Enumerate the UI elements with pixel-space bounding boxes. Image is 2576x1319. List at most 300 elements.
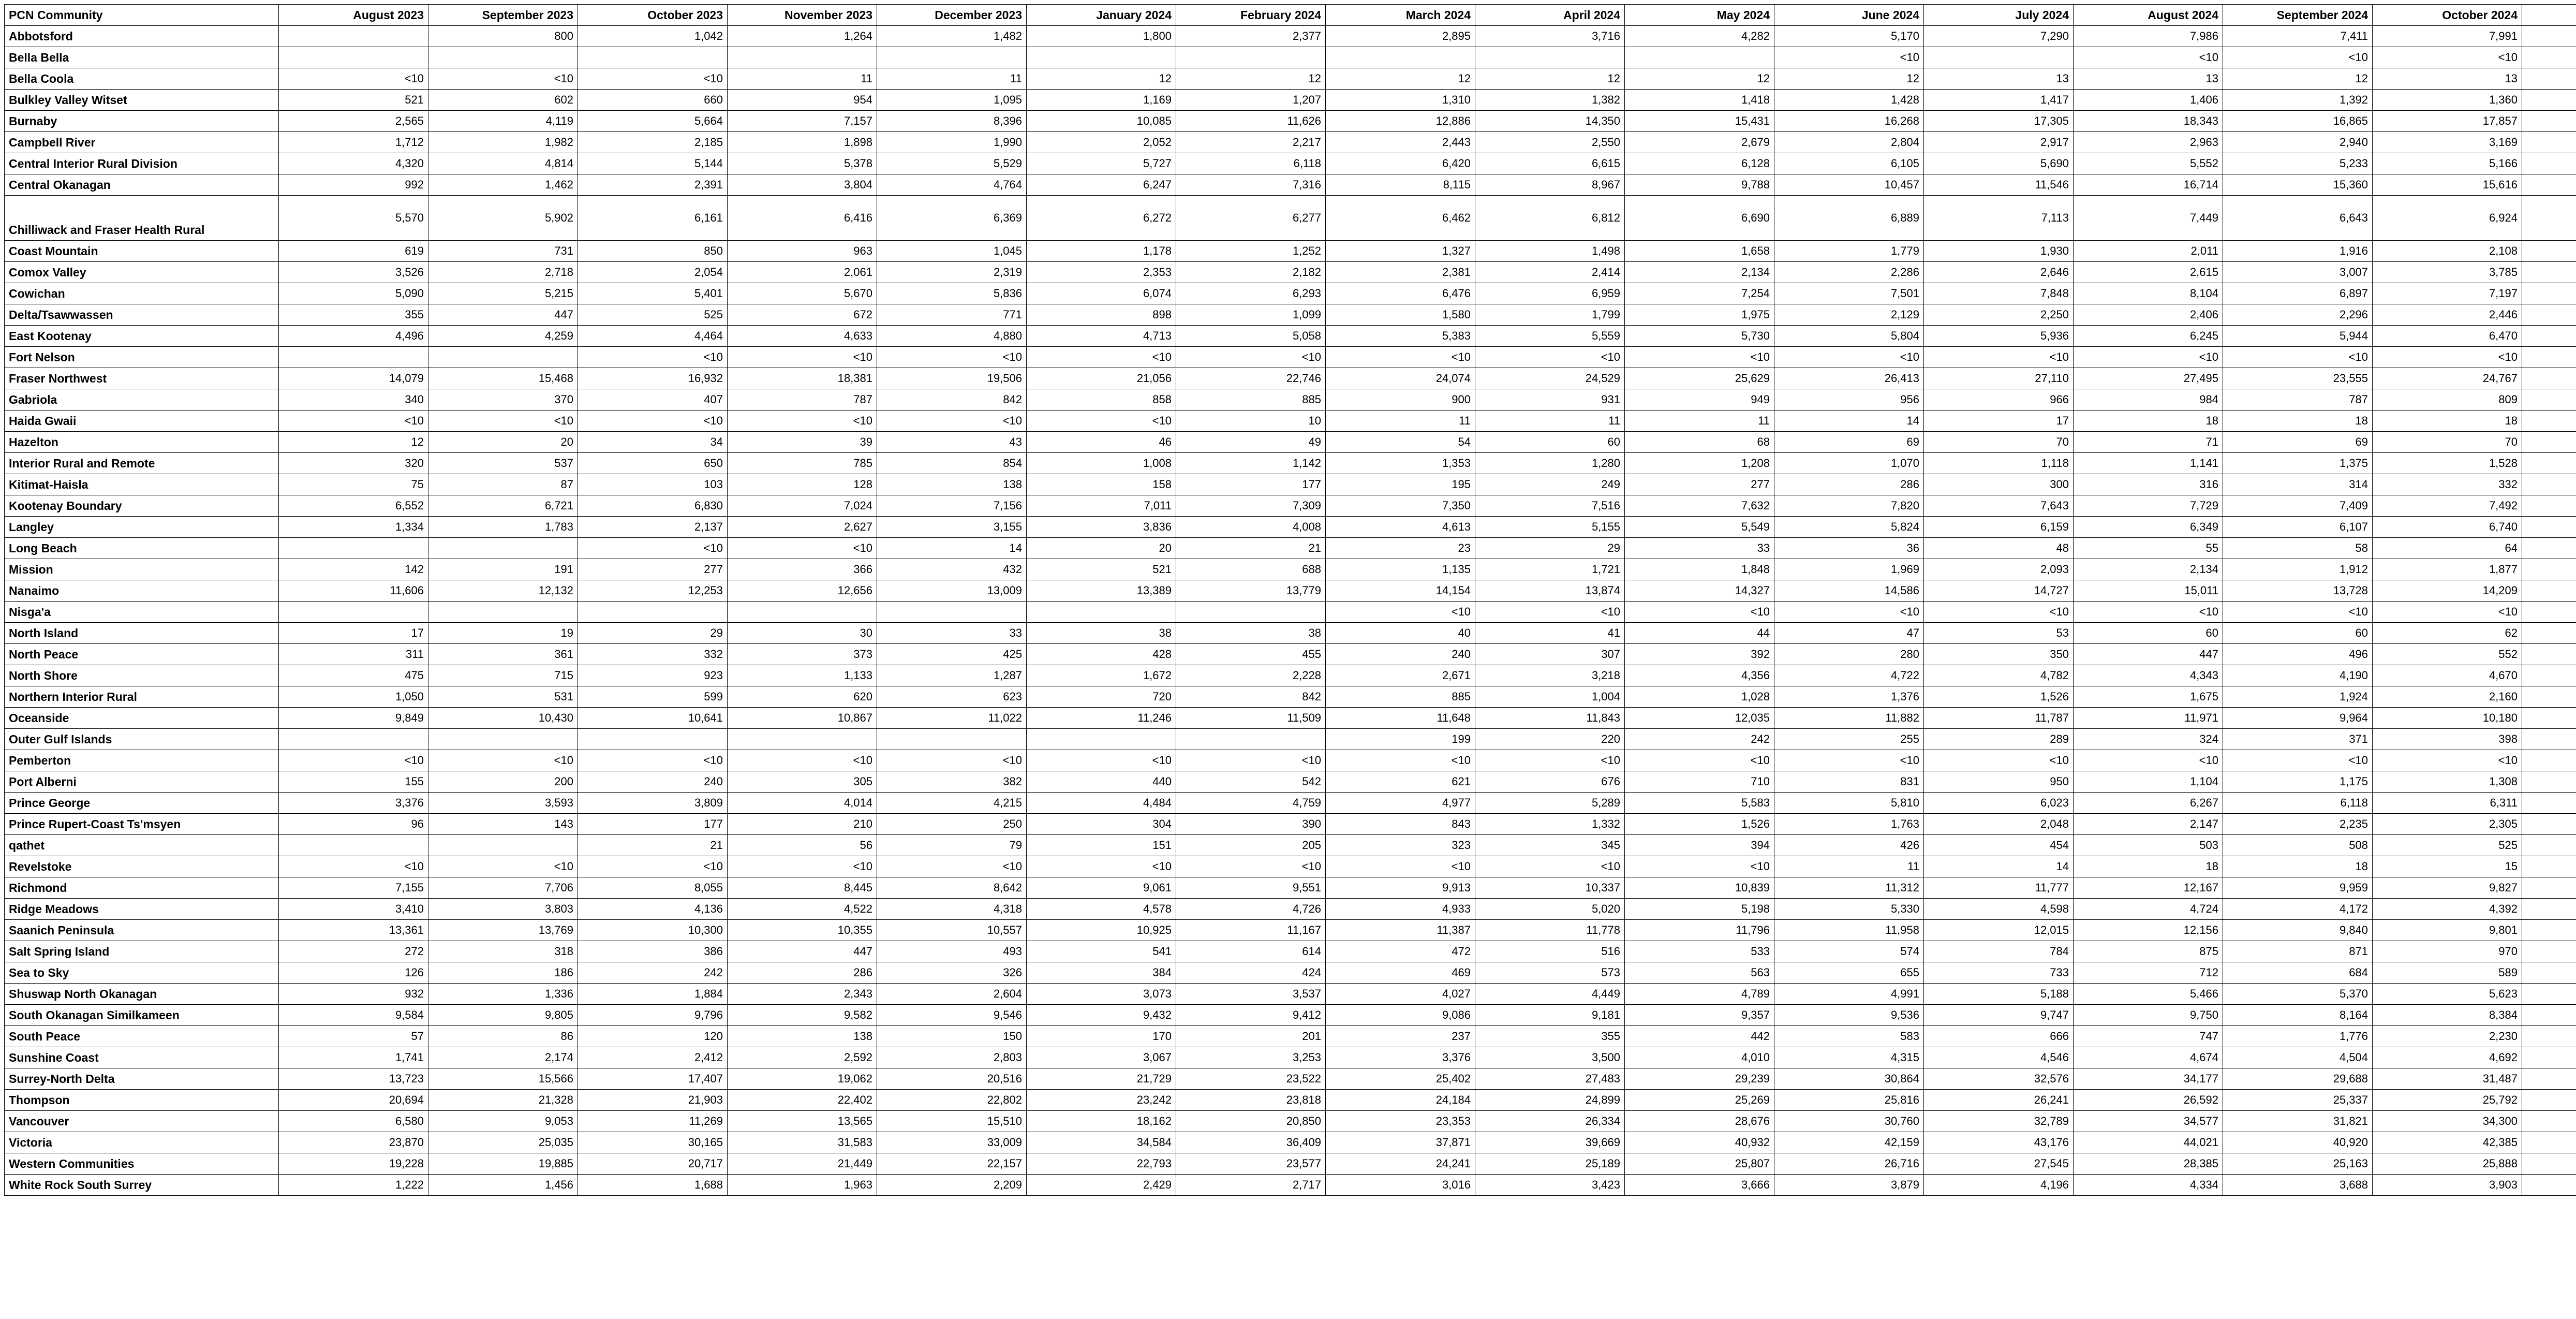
table-cell: 531 bbox=[428, 686, 578, 708]
table-cell: 731 bbox=[428, 241, 578, 262]
table-cell: 2,671 bbox=[1326, 665, 1475, 686]
table-cell: 33,009 bbox=[877, 1132, 1027, 1153]
table-cell: 3,155 bbox=[877, 517, 1027, 538]
table-cell: 13,723 bbox=[279, 1068, 428, 1090]
table-row bbox=[5, 962, 2576, 984]
table-cell: 42,385 bbox=[2373, 1132, 2522, 1153]
table-cell: 340 bbox=[279, 389, 428, 411]
table-cell: 3,423 bbox=[1475, 1175, 1625, 1196]
row-label-community: Haida Gwaii bbox=[5, 411, 279, 432]
table-cell: 27,110 bbox=[1924, 368, 2074, 389]
table-cell: 12,886 bbox=[1326, 111, 1475, 132]
table-cell bbox=[1326, 47, 1475, 68]
table-cell: 1,884 bbox=[578, 984, 728, 1005]
column-header: August 2023 bbox=[279, 5, 428, 26]
table-row bbox=[5, 559, 2576, 580]
table-cell: 38 bbox=[1176, 623, 1326, 644]
table-row bbox=[5, 708, 2576, 729]
table-cell: 7,197 bbox=[2373, 283, 2522, 304]
table-cell: 1,741 bbox=[279, 1047, 428, 1068]
table-cell: 323 bbox=[1326, 835, 1475, 856]
row-label-community: Hazelton bbox=[5, 432, 279, 453]
table-cell: <10 bbox=[1924, 347, 2074, 368]
table-cell: 9,546 bbox=[877, 1005, 1027, 1026]
table-cell: 324 bbox=[2074, 729, 2223, 750]
table-cell: 34,584 bbox=[1027, 1132, 1176, 1153]
table-cell: 970 bbox=[2373, 941, 2522, 962]
table-cell: 75 bbox=[279, 474, 428, 495]
table-cell bbox=[2522, 877, 2576, 899]
table-cell: 787 bbox=[728, 389, 877, 411]
table-cell: 7,632 bbox=[1625, 495, 1774, 517]
table-cell: 86 bbox=[428, 1026, 578, 1047]
table-cell: 11 bbox=[1774, 856, 1924, 877]
table-cell: 31,821 bbox=[2223, 1111, 2373, 1132]
table-cell: <10 bbox=[1625, 856, 1774, 877]
table-cell: 5,549 bbox=[1625, 517, 1774, 538]
table-cell: 785 bbox=[728, 453, 877, 474]
table-cell: 954 bbox=[728, 90, 877, 111]
table-cell: 5,836 bbox=[877, 283, 1027, 304]
table-row bbox=[5, 771, 2576, 793]
table-cell: 4,674 bbox=[2074, 1047, 2223, 1068]
table-cell: 2,147 bbox=[2074, 814, 2223, 835]
table-cell: 6,023 bbox=[1924, 793, 2074, 814]
table-cell: 26,716 bbox=[1774, 1153, 1924, 1175]
table-cell bbox=[2522, 111, 2576, 132]
table-cell: <10 bbox=[728, 856, 877, 877]
table-cell: 4,356 bbox=[1625, 665, 1774, 686]
table-cell: 6,889 bbox=[1774, 196, 1924, 241]
table-cell: 1,169 bbox=[1027, 90, 1176, 111]
table-cell bbox=[2522, 941, 2576, 962]
table-cell: 2,646 bbox=[1924, 262, 2074, 283]
table-cell: 4,782 bbox=[1924, 665, 2074, 686]
table-cell: 25,337 bbox=[2223, 1090, 2373, 1111]
table-cell: 614 bbox=[1176, 941, 1326, 962]
table-cell: 305 bbox=[728, 771, 877, 793]
table-cell: 9,432 bbox=[1027, 1005, 1176, 1026]
table-cell: 4,933 bbox=[1326, 899, 1475, 920]
table-cell: 30,760 bbox=[1774, 1111, 1924, 1132]
table-cell: 2,717 bbox=[1176, 1175, 1326, 1196]
table-cell: 96 bbox=[279, 814, 428, 835]
table-cell: 277 bbox=[578, 559, 728, 580]
table-cell: 447 bbox=[728, 941, 877, 962]
table-cell bbox=[2522, 68, 2576, 90]
table-row bbox=[5, 1026, 2576, 1047]
row-label-community: Prince Rupert-Coast Ts'msyen bbox=[5, 814, 279, 835]
table-cell: 521 bbox=[279, 90, 428, 111]
table-cell: 205 bbox=[1176, 835, 1326, 856]
table-cell: 493 bbox=[877, 941, 1027, 962]
table-cell: 2,414 bbox=[1475, 262, 1625, 283]
table-cell: 871 bbox=[2223, 941, 2373, 962]
table-cell: 18 bbox=[2373, 411, 2522, 432]
table-cell: 58 bbox=[2223, 538, 2373, 559]
table-cell: 10 bbox=[1176, 411, 1326, 432]
table-cell: 2,940 bbox=[2223, 132, 2373, 153]
table-cell: 2,185 bbox=[578, 132, 728, 153]
table-cell: 2,443 bbox=[1326, 132, 1475, 153]
table-cell: 898 bbox=[1027, 304, 1176, 326]
table-cell: 1,045 bbox=[877, 241, 1027, 262]
table-cell: 15,616 bbox=[2373, 174, 2522, 196]
table-cell: 5,166 bbox=[2373, 153, 2522, 174]
row-label-community: Revelstoke bbox=[5, 856, 279, 877]
table-cell bbox=[2522, 1153, 2576, 1175]
table-cell: 6,161 bbox=[578, 196, 728, 241]
table-cell: 2,054 bbox=[578, 262, 728, 283]
table-row bbox=[5, 47, 2576, 68]
table-cell: 6,311 bbox=[2373, 793, 2522, 814]
table-cell: 15,510 bbox=[877, 1111, 1027, 1132]
table-cell: 710 bbox=[1625, 771, 1774, 793]
table-cell: 4,759 bbox=[1176, 793, 1326, 814]
table-cell: 29 bbox=[578, 623, 728, 644]
table-cell bbox=[2522, 814, 2576, 835]
table-cell: 2,353 bbox=[1027, 262, 1176, 283]
table-cell bbox=[2522, 1111, 2576, 1132]
table-row bbox=[5, 1153, 2576, 1175]
table-cell: 39,669 bbox=[1475, 1132, 1625, 1153]
table-cell: 1,675 bbox=[2074, 686, 2223, 708]
row-label-community: Nanaimo bbox=[5, 580, 279, 602]
table-cell: 2,412 bbox=[578, 1047, 728, 1068]
table-cell: 1,252 bbox=[1176, 241, 1326, 262]
table-cell: 1,050 bbox=[279, 686, 428, 708]
table-cell: 809 bbox=[2373, 389, 2522, 411]
table-cell: 13,769 bbox=[428, 920, 578, 941]
table-cell: <10 bbox=[578, 538, 728, 559]
table-cell: 574 bbox=[1774, 941, 1924, 962]
table-cell: 15 bbox=[2373, 856, 2522, 877]
table-cell: 13,389 bbox=[1027, 580, 1176, 602]
table-cell: 2,134 bbox=[2074, 559, 2223, 580]
table-cell bbox=[728, 47, 877, 68]
table-cell: 3,537 bbox=[1176, 984, 1326, 1005]
table-cell: <10 bbox=[1027, 750, 1176, 771]
table-cell: 29,688 bbox=[2223, 1068, 2373, 1090]
table-cell: 407 bbox=[578, 389, 728, 411]
table-cell: 4,190 bbox=[2223, 665, 2373, 686]
table-cell: 29 bbox=[1475, 538, 1625, 559]
table-cell: 4,392 bbox=[2373, 899, 2522, 920]
table-cell: 36 bbox=[1774, 538, 1924, 559]
table-cell: 16,932 bbox=[578, 368, 728, 389]
table-cell: 7,411 bbox=[2223, 26, 2373, 47]
table-cell: 15,566 bbox=[428, 1068, 578, 1090]
table-cell: 332 bbox=[578, 644, 728, 665]
table-cell: 10,457 bbox=[1774, 174, 1924, 196]
table-cell: 949 bbox=[1625, 389, 1774, 411]
table-cell: 950 bbox=[1924, 771, 2074, 793]
table-cell: 2,679 bbox=[1625, 132, 1774, 153]
table-cell: 11,312 bbox=[1774, 877, 1924, 899]
table-cell: 2,250 bbox=[1924, 304, 2074, 326]
table-cell: 885 bbox=[1176, 389, 1326, 411]
table-row bbox=[5, 111, 2576, 132]
row-label-community: Port Alberni bbox=[5, 771, 279, 793]
table-cell: 858 bbox=[1027, 389, 1176, 411]
table-cell: 6,615 bbox=[1475, 153, 1625, 174]
table-cell: 14,209 bbox=[2373, 580, 2522, 602]
table-cell: 1,287 bbox=[877, 665, 1027, 686]
table-cell: 4,789 bbox=[1625, 984, 1774, 1005]
table-cell: 6,690 bbox=[1625, 196, 1774, 241]
table-cell: 56 bbox=[728, 835, 877, 856]
table-cell: 286 bbox=[728, 962, 877, 984]
table-cell: 13,874 bbox=[1475, 580, 1625, 602]
table-cell: 3,500 bbox=[1475, 1047, 1625, 1068]
table-cell bbox=[279, 602, 428, 623]
table-cell: 21,729 bbox=[1027, 1068, 1176, 1090]
table-cell: 1,462 bbox=[428, 174, 578, 196]
table-cell: 12 bbox=[2223, 68, 2373, 90]
table-cell bbox=[2522, 856, 2576, 877]
table-cell: 831 bbox=[1774, 771, 1924, 793]
table-cell bbox=[2522, 1068, 2576, 1090]
table-row bbox=[5, 495, 2576, 517]
table-cell: 70 bbox=[2373, 432, 2522, 453]
table-cell: 31,487 bbox=[2373, 1068, 2522, 1090]
table-cell: 1,382 bbox=[1475, 90, 1625, 111]
table-cell: 11 bbox=[1625, 411, 1774, 432]
table-cell: 13,361 bbox=[279, 920, 428, 941]
table-cell: 9,357 bbox=[1625, 1005, 1774, 1026]
row-label-community: Bella Bella bbox=[5, 47, 279, 68]
table-cell: 42,159 bbox=[1774, 1132, 1924, 1153]
table-cell: <10 bbox=[1176, 347, 1326, 368]
table-cell: 1,428 bbox=[1774, 90, 1924, 111]
table-cell: 733 bbox=[1924, 962, 2074, 984]
table-cell: 25,816 bbox=[1774, 1090, 1924, 1111]
table-cell: 4,546 bbox=[1924, 1047, 2074, 1068]
table-cell bbox=[578, 47, 728, 68]
table-cell: 14,586 bbox=[1774, 580, 1924, 602]
table-cell: 3,410 bbox=[279, 899, 428, 920]
table-cell: 4,724 bbox=[2074, 899, 2223, 920]
table-cell bbox=[279, 26, 428, 47]
table-cell: 7,156 bbox=[877, 495, 1027, 517]
table-cell: 22,746 bbox=[1176, 368, 1326, 389]
table-cell: 4,484 bbox=[1027, 793, 1176, 814]
table-cell: 2,011 bbox=[2074, 241, 2223, 262]
table-row bbox=[5, 1090, 2576, 1111]
table-cell: 10,925 bbox=[1027, 920, 1176, 941]
table-cell: 5,215 bbox=[428, 283, 578, 304]
table-cell: 2,305 bbox=[2373, 814, 2522, 835]
table-cell: 1,336 bbox=[428, 984, 578, 1005]
table-cell: 25,807 bbox=[1625, 1153, 1774, 1175]
table-cell: 5,902 bbox=[428, 196, 578, 241]
table-cell: 382 bbox=[877, 771, 1027, 793]
table-cell: 7,011 bbox=[1027, 495, 1176, 517]
table-cell: 2,963 bbox=[2074, 132, 2223, 153]
table-cell: 71 bbox=[2074, 432, 2223, 453]
table-cell: 12 bbox=[1176, 68, 1326, 90]
table-cell: <10 bbox=[728, 750, 877, 771]
table-cell: 6,277 bbox=[1176, 196, 1326, 241]
table-cell: 38 bbox=[1027, 623, 1176, 644]
table-cell: 3,666 bbox=[1625, 1175, 1774, 1196]
table-cell: 318 bbox=[428, 941, 578, 962]
table-row bbox=[5, 132, 2576, 153]
table-cell: 11 bbox=[728, 68, 877, 90]
table-cell: 3,804 bbox=[728, 174, 877, 196]
table-cell: 240 bbox=[1326, 644, 1475, 665]
table-cell: <10 bbox=[1326, 856, 1475, 877]
table-cell: 1,418 bbox=[1625, 90, 1774, 111]
table-cell: 7,492 bbox=[2373, 495, 2522, 517]
table-cell: 1,763 bbox=[1774, 814, 1924, 835]
row-label-community: North Island bbox=[5, 623, 279, 644]
table-cell: 361 bbox=[428, 644, 578, 665]
table-row bbox=[5, 241, 2576, 262]
table-cell: 304 bbox=[1027, 814, 1176, 835]
table-cell: 525 bbox=[578, 304, 728, 326]
table-cell: 11,022 bbox=[877, 708, 1027, 729]
table-cell: 4,814 bbox=[428, 153, 578, 174]
table-cell: 62 bbox=[2373, 623, 2522, 644]
table-cell: 7,706 bbox=[428, 877, 578, 899]
table-cell: 503 bbox=[2074, 835, 2223, 856]
table-cell: <10 bbox=[2074, 602, 2223, 623]
table-cell: 5,727 bbox=[1027, 153, 1176, 174]
table-cell: <10 bbox=[2373, 347, 2522, 368]
table-row bbox=[5, 1111, 2576, 1132]
table-cell: 1,799 bbox=[1475, 304, 1625, 326]
table-cell: 10,867 bbox=[728, 708, 877, 729]
row-label-community: Saanich Peninsula bbox=[5, 920, 279, 941]
table-cell: 4,315 bbox=[1774, 1047, 1924, 1068]
table-cell: 6,470 bbox=[2373, 326, 2522, 347]
table-cell: 16,714 bbox=[2074, 174, 2223, 196]
table-cell: 1,118 bbox=[1924, 453, 2074, 474]
table-cell: 602 bbox=[428, 90, 578, 111]
table-cell: 3,716 bbox=[1475, 26, 1625, 47]
table-cell: 34,577 bbox=[2074, 1111, 2223, 1132]
table-cell: 447 bbox=[2074, 644, 2223, 665]
table-cell: 666 bbox=[1924, 1026, 2074, 1047]
table-cell: 5,370 bbox=[2223, 984, 2373, 1005]
table-cell bbox=[2522, 26, 2576, 47]
table-cell: 850 bbox=[578, 241, 728, 262]
table-cell: <10 bbox=[578, 411, 728, 432]
table-cell: 7,501 bbox=[1774, 283, 1924, 304]
table-cell: 11,167 bbox=[1176, 920, 1326, 941]
table-cell: 1,175 bbox=[2223, 771, 2373, 793]
table-cell: <10 bbox=[2223, 602, 2373, 623]
table-cell: 9,840 bbox=[2223, 920, 2373, 941]
table-cell: 442 bbox=[1625, 1026, 1774, 1047]
table-cell: 8,115 bbox=[1326, 174, 1475, 196]
row-label-community: Fraser Northwest bbox=[5, 368, 279, 389]
table-cell: 20,717 bbox=[578, 1153, 728, 1175]
table-cell: 6,552 bbox=[279, 495, 428, 517]
table-cell: 13,728 bbox=[2223, 580, 2373, 602]
table-cell: 7,409 bbox=[2223, 495, 2373, 517]
table-cell: 332 bbox=[2373, 474, 2522, 495]
table-cell: 1,095 bbox=[877, 90, 1027, 111]
table-cell: 64 bbox=[2373, 538, 2522, 559]
table-cell: 956 bbox=[1774, 389, 1924, 411]
table-cell: 537 bbox=[428, 453, 578, 474]
table-cell: 3,785 bbox=[2373, 262, 2522, 283]
table-cell bbox=[2522, 1132, 2576, 1153]
table-cell: 19 bbox=[428, 623, 578, 644]
table-cell: 516 bbox=[1475, 941, 1625, 962]
table-cell bbox=[2522, 47, 2576, 68]
table-cell: 6,128 bbox=[1625, 153, 1774, 174]
table-cell bbox=[2522, 538, 2576, 559]
table-cell: <10 bbox=[1625, 602, 1774, 623]
row-label-community: Thompson bbox=[5, 1090, 279, 1111]
table-cell: 6,118 bbox=[2223, 793, 2373, 814]
table-cell: 3,836 bbox=[1027, 517, 1176, 538]
table-cell: 4,578 bbox=[1027, 899, 1176, 920]
row-label-community: Richmond bbox=[5, 877, 279, 899]
table-cell: 24,241 bbox=[1326, 1153, 1475, 1175]
table-cell: 289 bbox=[1924, 729, 2074, 750]
table-cell: 5,289 bbox=[1475, 793, 1625, 814]
table-cell: 14 bbox=[1774, 411, 1924, 432]
table-cell: 142 bbox=[279, 559, 428, 580]
table-cell: 138 bbox=[728, 1026, 877, 1047]
table-cell: 40,932 bbox=[1625, 1132, 1774, 1153]
table-cell: 6,924 bbox=[2373, 196, 2522, 241]
table-cell: 3,809 bbox=[578, 793, 728, 814]
table-cell: 16,865 bbox=[2223, 111, 2373, 132]
table-cell: 1,028 bbox=[1625, 686, 1774, 708]
table-cell: 48 bbox=[1924, 538, 2074, 559]
table-cell: 23,522 bbox=[1176, 1068, 1326, 1090]
table-cell: 200 bbox=[428, 771, 578, 793]
table-cell: 2,550 bbox=[1475, 132, 1625, 153]
table-cell: 9,964 bbox=[2223, 708, 2373, 729]
table-cell: 5,401 bbox=[578, 283, 728, 304]
table-cell: 1,456 bbox=[428, 1175, 578, 1196]
table-row bbox=[5, 304, 2576, 326]
table-cell: 11,648 bbox=[1326, 708, 1475, 729]
table-cell: 6,267 bbox=[2074, 793, 2223, 814]
pcn-community-table bbox=[4, 4, 2576, 1196]
table-cell: 5,570 bbox=[279, 196, 428, 241]
table-cell: 552 bbox=[2373, 644, 2522, 665]
table-cell: 19,062 bbox=[728, 1068, 877, 1090]
table-cell: 14,327 bbox=[1625, 580, 1774, 602]
table-cell bbox=[2522, 432, 2576, 453]
table-cell bbox=[578, 729, 728, 750]
table-cell: 6,643 bbox=[2223, 196, 2373, 241]
table-cell: 12 bbox=[1475, 68, 1625, 90]
row-label-community: Burnaby bbox=[5, 111, 279, 132]
table-cell: 6,476 bbox=[1326, 283, 1475, 304]
table-cell: 18,343 bbox=[2074, 111, 2223, 132]
table-cell: 370 bbox=[428, 389, 578, 411]
table-cell: 19,228 bbox=[279, 1153, 428, 1175]
table-cell: 7,113 bbox=[1924, 196, 2074, 241]
table-cell: <10 bbox=[279, 750, 428, 771]
table-cell bbox=[2522, 132, 2576, 153]
table-cell: 4,119 bbox=[428, 111, 578, 132]
table-cell bbox=[279, 47, 428, 68]
table-cell bbox=[279, 729, 428, 750]
table-cell: 854 bbox=[877, 453, 1027, 474]
table-cell: 10,300 bbox=[578, 920, 728, 941]
table-cell: 39 bbox=[728, 432, 877, 453]
table-cell: 11,606 bbox=[279, 580, 428, 602]
